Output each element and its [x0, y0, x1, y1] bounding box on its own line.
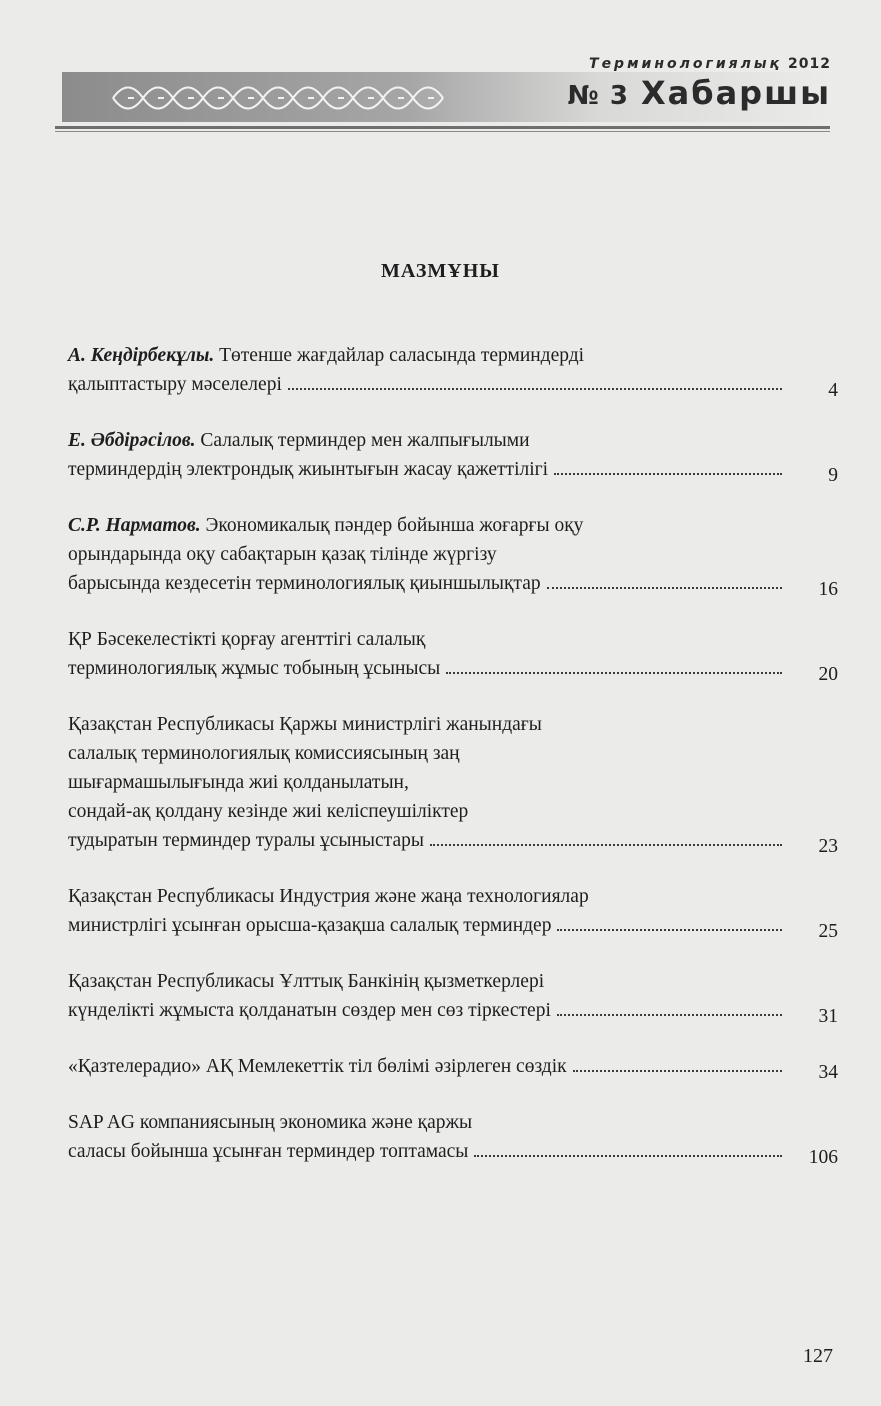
toc-entry[interactable] — [68, 967, 838, 1025]
contents-title: МАЗМҰНЫ — [381, 260, 500, 282]
table-of-contents — [68, 341, 838, 1166]
entry-title-text: Экономикалық пәндер бойынша жоғарғы оқу — [205, 515, 584, 536]
toc-entry-line — [68, 426, 838, 455]
entry-title-text: Қазақстан Республикасы Қаржы министрлігі жанындағы — [68, 714, 542, 735]
toc-entry[interactable] — [68, 341, 838, 399]
entry-title-text: саласы бойынша ұсынған терминдер топтамасы — [68, 1141, 469, 1162]
dot-leader — [446, 672, 782, 674]
toc-entry-line — [68, 967, 838, 996]
toc-entry-line — [68, 540, 838, 569]
entry-title-text: шығармашылығында жиі қолданылатын, — [68, 772, 409, 793]
toc-entry-line — [68, 710, 838, 739]
toc-entry[interactable] — [68, 1052, 838, 1081]
toc-entry-line — [68, 1052, 786, 1081]
dot-leader — [557, 1014, 782, 1016]
entry-author: С.Р. Нарматов. — [68, 515, 201, 536]
toc-entry[interactable] — [68, 710, 838, 855]
entry-page-number: 31 — [818, 1006, 838, 1027]
entry-title-text: Төтенше жағдайлар саласында терминдерді — [219, 345, 585, 366]
entry-page-number: 16 — [818, 579, 838, 600]
toc-entry-line — [68, 625, 838, 654]
entry-title-text: Салалық терминдер мен жалпығылыми — [200, 430, 530, 451]
toc-entry[interactable] — [68, 882, 838, 940]
dot-leader — [554, 473, 782, 475]
toc-entry-line — [68, 768, 838, 797]
toc-entry-line — [68, 1108, 838, 1137]
toc-entry-line — [68, 370, 786, 399]
entry-page-number: 23 — [818, 836, 838, 857]
entry-page-number: 20 — [818, 664, 838, 685]
dot-leader — [288, 388, 782, 390]
toc-entry-line — [68, 882, 838, 911]
entry-page-number: 106 — [808, 1147, 838, 1168]
entry-title-text: министрлігі ұсынған орысша-қазақша салалық терминдер — [68, 915, 552, 936]
entry-title-text: ҚР Бәсекелестікті қорғау агенттігі салалық — [68, 629, 426, 650]
toc-entry-line — [68, 455, 786, 484]
entry-title-text: сондай-ақ қолдану кезінде жиі келіспеушіліктер — [68, 801, 469, 822]
header-rule — [55, 126, 830, 129]
entry-title-text: салалық терминологиялық комиссиясының заң — [68, 743, 460, 764]
header-rule-thin — [55, 131, 830, 132]
entry-title-text: Қазақстан Республикасы Индустрия және жаңа технологиялар — [68, 886, 589, 907]
journal-name: Хабаршы — [640, 74, 831, 112]
toc-entry-line — [68, 569, 786, 598]
toc-entry-line — [68, 341, 838, 370]
entry-title-text: Қазақстан Республикасы Ұлттық Банкінің қызметкерлері — [68, 971, 545, 992]
toc-entry[interactable] — [68, 625, 838, 683]
entry-title-text: орындарында оқу сабақтарын қазақ тілінде жүргізу — [68, 544, 497, 565]
entry-title-text: SAP AG компаниясының экономика және қаржы — [68, 1112, 473, 1133]
entry-author: Е. Әбдірәсілов. — [68, 430, 196, 451]
dot-leader — [557, 929, 782, 931]
dot-leader — [430, 844, 782, 846]
toc-entry[interactable] — [68, 511, 838, 598]
journal-line: Терминологиялық — [589, 56, 783, 72]
page-number: 127 — [803, 1345, 833, 1367]
entry-title-text: барысында кездесетін терминологиялық қиыншылықтар — [68, 573, 541, 594]
dot-leader — [573, 1070, 782, 1072]
toc-entry[interactable] — [68, 426, 838, 484]
entry-author: А. Кеңдірбекұлы. — [68, 345, 215, 366]
entry-title-text: терминологиялық жұмыс тобының ұсынысы — [68, 658, 441, 679]
toc-entry[interactable] — [68, 1108, 838, 1166]
dot-leader — [474, 1155, 782, 1157]
dot-leader — [547, 587, 782, 589]
kazakh-ornament-icon — [108, 80, 458, 116]
toc-entry-line — [68, 1137, 786, 1166]
issue-number: № 3 — [567, 81, 629, 111]
toc-entry-line — [68, 826, 786, 855]
toc-entry-line — [68, 911, 786, 940]
toc-entry-line — [68, 511, 838, 540]
entry-title-text: қалыптастыру мәселелері — [68, 374, 282, 395]
entry-page-number: 9 — [828, 465, 838, 486]
toc-entry-line — [68, 739, 838, 768]
toc-entry-line — [68, 797, 838, 826]
entry-title-text: тудыратын терминдер туралы ұсыныстары — [68, 830, 424, 851]
toc-entry-line — [68, 996, 786, 1025]
entry-title-text: «Қазтелерадио» АҚ Мемлекеттік тіл бөлімі әзірлеген сөздік — [68, 1056, 567, 1077]
entry-page-number: 25 — [818, 921, 838, 942]
entry-page-number: 34 — [818, 1062, 838, 1083]
journal-title — [568, 56, 831, 112]
entry-title-text: терминдердің электрондық жиынтығын жасау қажеттілігі — [68, 459, 549, 480]
entry-page-number: 4 — [828, 380, 838, 401]
entry-title-text: күнделікті жұмыста қолданатын сөздер мен сөз тіркестері — [68, 1000, 551, 1021]
toc-entry-line — [68, 654, 786, 683]
journal-year: 2012 — [788, 56, 831, 72]
